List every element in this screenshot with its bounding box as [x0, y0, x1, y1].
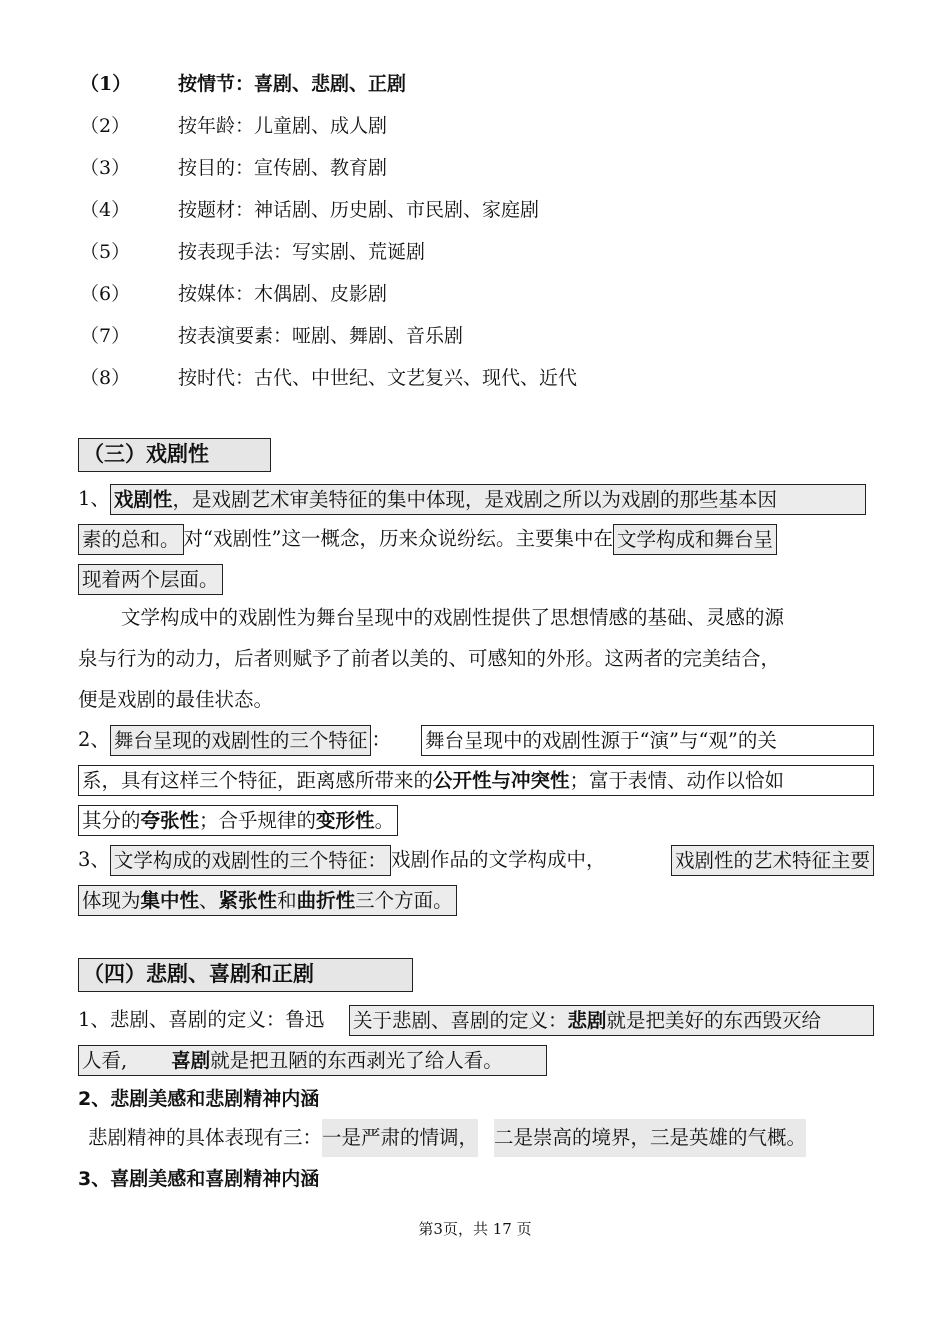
list-number: （7） [80, 325, 131, 347]
body-text: ： [371, 728, 391, 751]
paragraph-number: 3、 [78, 848, 110, 871]
highlight-box [78, 564, 223, 595]
subheading: 2、悲剧美感和悲剧精神内涵 [78, 1088, 320, 1110]
list-text: 按目的：宣传剧、教育剧 [178, 157, 388, 179]
paragraph-line [78, 720, 874, 760]
paragraph-line [78, 840, 874, 880]
paragraph-line [78, 880, 457, 920]
body-text: 人看, [82, 1049, 128, 1072]
highlight-box [78, 765, 874, 796]
list-number: （2） [80, 115, 131, 137]
body-text: 。 [374, 809, 395, 832]
body-text: 其分的 [82, 809, 141, 832]
highlight-box [110, 484, 866, 515]
paragraph-line: 便是戏剧的最佳状态。 [78, 688, 274, 711]
body-text: 就是把美好的东西毁灭给 [606, 1009, 822, 1032]
section-heading-text: （四）悲剧、喜剧和正剧 [83, 962, 314, 986]
paragraph-line [78, 1040, 548, 1080]
highlight-box [349, 1005, 874, 1036]
list-text: 按题材：神话剧、历史剧、市民剧、家庭剧 [178, 199, 540, 221]
shaded-text: 二是崇高的境界，三是英雄的气概。 [494, 1119, 806, 1157]
bold-term: 紧张性 [218, 889, 278, 912]
paragraph-line [78, 760, 874, 800]
list-text: 按时代：古代、中世纪、文艺复兴、现代、近代 [178, 367, 578, 389]
term: 戏剧性 [113, 488, 173, 511]
list-number: （8） [80, 367, 131, 389]
body-text: 关于悲剧、喜剧的定义： [353, 1009, 568, 1032]
section-heading [78, 958, 413, 992]
body-text: ；富于表情、动作以恰如 [569, 769, 785, 792]
body-text: 悲剧精神的具体表现有三： [88, 1126, 323, 1149]
highlight-box [78, 524, 184, 555]
page-footer: 第3页，共 17 页 [418, 1220, 532, 1238]
body-text: 文学构成和舞台呈 [616, 528, 773, 551]
list-number: （3） [80, 157, 131, 179]
bold-term: 夸张性 [140, 809, 200, 832]
body-text: 1、悲剧、喜剧的定义：鲁迅 [78, 1008, 325, 1031]
highlight-box [110, 845, 391, 876]
paragraph-line [78, 559, 223, 599]
list-number: （1） [80, 73, 132, 95]
paragraph-line [78, 479, 874, 519]
body-text: 体现为 [82, 889, 141, 912]
bold-term: 悲剧 [567, 1009, 607, 1032]
body-text: 和 [277, 889, 297, 912]
shaded-text: 一是严肃的情调， [322, 1119, 478, 1157]
subheading: 3、喜剧美感和喜剧精神内涵 [78, 1168, 320, 1190]
body-text: 、 [199, 889, 219, 912]
list-text: 按表演要素：哑剧、舞剧、音乐剧 [178, 325, 464, 347]
list-text: 按情节：喜剧、悲剧、正剧 [178, 73, 407, 95]
list-text: 按媒体：木偶剧、皮影剧 [178, 283, 388, 305]
body-text: 对“戏剧性”这一概念，历来众说纷纭。主要集中在 [183, 527, 613, 550]
body-text: ；合乎规律的 [199, 809, 317, 832]
paragraph-number: 2、 [78, 728, 110, 751]
highlight-box [110, 725, 372, 756]
body-text: 三个方面。 [355, 889, 453, 912]
definition-text: ，是戏剧艺术审美特征的集中体现，是戏剧之所以为戏剧的那些基本因 [172, 488, 777, 511]
list-text: 按年龄：儿童剧、成人剧 [178, 115, 388, 137]
list-number: （4） [80, 199, 131, 221]
bold-term: 喜剧 [171, 1049, 211, 1072]
highlight-box [613, 524, 777, 555]
list-number: （5） [80, 241, 131, 263]
highlight-box [671, 845, 874, 876]
paragraph-line: 泉与行为的动力，后者则赋予了前者以美的、可感知的外形。这两者的完美结合， [78, 647, 781, 670]
body-text: 舞台呈现中的戏剧性源于“演”与“观”的关 [425, 729, 777, 752]
body-text: 戏剧作品的文学构成中， [390, 848, 606, 871]
paragraph-line [78, 1000, 874, 1040]
list-number: （6） [80, 283, 131, 305]
paragraph-line: 文学构成中的戏剧性为舞台呈现中的戏剧性提供了思想情感的基础、灵感的源 [121, 606, 785, 629]
definition-text: 素的总和。 [82, 528, 180, 551]
paragraph-line [78, 519, 874, 559]
highlight-box [78, 805, 398, 836]
paragraph-line [78, 800, 398, 840]
section-heading [78, 438, 271, 472]
paragraph-number: 1、 [78, 487, 110, 510]
list-text: 按表现手法：写实剧、荒诞剧 [178, 241, 426, 263]
body-text: 系，具有这样三个特征，距离感所带来的 [82, 769, 434, 792]
body-text: 现着两个层面。 [82, 568, 219, 591]
paragraph-line [88, 1118, 806, 1158]
highlight-box [421, 725, 874, 756]
body-text: 就是把丑陋的东西剥光了给人看。 [210, 1049, 503, 1072]
term: 舞台呈现的戏剧性的三个特征 [113, 729, 368, 752]
bold-term: 变形性 [316, 809, 375, 832]
highlight-box [78, 885, 457, 916]
bold-term: 公开性与冲突性 [433, 769, 570, 792]
bold-term: 集中性 [140, 889, 200, 912]
section-heading-text: （三）戏剧性 [83, 442, 209, 466]
bold-term: 曲折性 [296, 889, 356, 912]
term: 文学构成的戏剧性的三个特征： [113, 849, 387, 872]
highlight-box [78, 1045, 547, 1076]
body-text: 戏剧性的艺术特征主要 [674, 849, 870, 872]
